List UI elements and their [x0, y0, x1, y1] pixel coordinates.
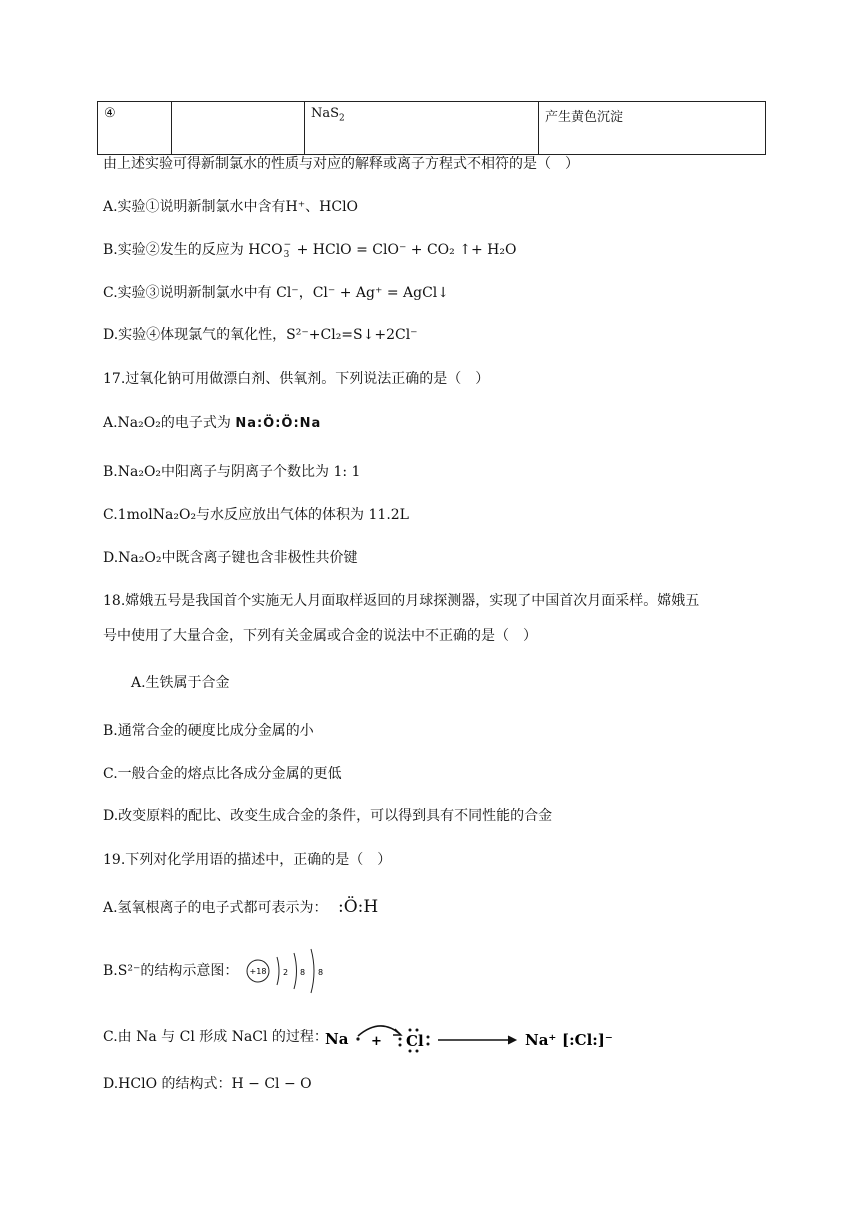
q17-option-d: D.Na₂O₂中既含离子键也含非极性共价键: [103, 550, 358, 566]
cl-dot-top-1: [409, 1029, 412, 1032]
reagent-subscript: 2: [339, 113, 345, 124]
shell-electrons-3: 8: [318, 968, 324, 977]
q18-option-b: B.通常合金的硬度比成分金属的小: [103, 723, 314, 739]
q16-option-d: D.实验④体现氯气的氧化性，S²⁻+Cl₂=S↓+2Cl⁻: [103, 327, 418, 343]
cl-dot-right-bottom: [427, 1043, 430, 1046]
q19-a-text: A.氢氧根离子的电子式都可表示为：: [103, 900, 328, 916]
q18-stem-line1: 18.嫦娥五号是我国首个实施无人月面取样返回的月球探测器，实现了中国首次月面采样。嫦娥五: [103, 593, 700, 609]
sulfide-structure-diagram: [243, 945, 333, 997]
q16-b-pre: B.实验②发生的反应为 HCO: [103, 242, 283, 258]
shell-arc-3: [311, 949, 314, 993]
q16-option-c: C.实验③说明新制氯水中有 Cl⁻，Cl⁻ + Ag⁺ = AgCl↓: [103, 285, 449, 301]
q17-option-c: C.1molNa₂O₂与水反应放出气体的体积为 11.2L: [103, 507, 409, 523]
q16-b-sup: −: [283, 240, 292, 250]
q18-option-a: A.生铁属于合金: [131, 675, 230, 691]
q19-option-b: [103, 961, 238, 981]
na2o2-electron-formula: Na:Ö:Ö:Na: [235, 416, 322, 431]
q16-b-sub: 3: [283, 250, 290, 260]
table-row: [98, 102, 766, 155]
q18-stem-line2: 号中使用了大量合金，下列有关金属或合金的说法中不正确的是（ ）: [103, 628, 537, 644]
q18-option-c: C.一般合金的熔点比各成分金属的更低: [103, 766, 342, 782]
table-cell-number: ④: [98, 102, 172, 155]
q16-stem: 由上述实验可得新制氯水的性质与对应的解释或离子方程式不相符的是（ ）: [103, 156, 579, 172]
hydroxide-electron-formula: :Ö:H: [338, 897, 379, 917]
plus-sign: +: [371, 1034, 382, 1049]
q16-b-charge: [284, 240, 292, 260]
q18-option-d: D.改变原料的配比、改变生成合金的条件，可以得到具有不同性能的合金: [103, 808, 553, 824]
shell-arc-2: [294, 953, 297, 989]
sodium-ion: Na⁺: [525, 1031, 557, 1049]
cl-dot-left-bottom: [399, 1044, 402, 1047]
shell-arc-1: [277, 957, 279, 985]
q17-option-b: B.Na₂O₂中阳离子与阴离子个数比为 1: 1: [103, 464, 361, 480]
cl-dot-top-2: [416, 1029, 419, 1032]
nacl-formation-diagram: [322, 1015, 617, 1055]
chlorine-symbol: Cl: [406, 1032, 424, 1050]
table-cell-empty: [172, 102, 305, 155]
reaction-arrowhead: [508, 1036, 516, 1044]
q17-stem: 17.过氧化钠可用做漂白剂、供氧剂。下列说法正确的是（ ）: [103, 371, 490, 387]
reagent-text: NaS: [311, 106, 340, 121]
table-cell-reagent: [305, 102, 539, 155]
sodium-symbol: Na: [325, 1030, 349, 1048]
q19-option-a: [103, 897, 378, 918]
shell-electrons-2: 8: [300, 968, 306, 977]
q16-b-post: + HClO = ClO⁻ + CO₂ ↑+ H₂O: [292, 242, 517, 258]
q16-option-a: A.实验①说明新制氯水中含有H⁺、HClO: [103, 199, 359, 215]
q19-option-d: D.HClO 的结构式：H − Cl − O: [103, 1076, 312, 1092]
cl-dot-left-top: [399, 1038, 402, 1041]
q19-c-text: C.由 Na 与 Cl 形成 NaCl 的过程：: [103, 1029, 328, 1045]
sodium-electron: [356, 1037, 359, 1040]
q19-b-text: B.S²⁻的结构示意图：: [103, 963, 239, 979]
nucleus-charge: +18: [249, 967, 267, 976]
q17-option-a: [103, 413, 321, 434]
cl-dot-right-top: [427, 1036, 430, 1039]
cl-dot-bottom-2: [416, 1050, 419, 1053]
chloride-ion: [:Cl:]⁻: [562, 1031, 613, 1049]
q19-stem: 19.下列对化学用语的描述中，正确的是（ ）: [103, 852, 392, 868]
q19-option-c: [103, 1027, 328, 1047]
q17-a-text: A.Na₂O₂的电子式为: [103, 415, 231, 431]
cl-dot-bottom-1: [409, 1050, 412, 1053]
table-cell-phenomenon: 产生黄色沉淀: [539, 102, 766, 155]
q16-option-b: [103, 240, 516, 260]
shell-electrons-1: 2: [283, 968, 289, 977]
experiment-table: [97, 101, 766, 155]
